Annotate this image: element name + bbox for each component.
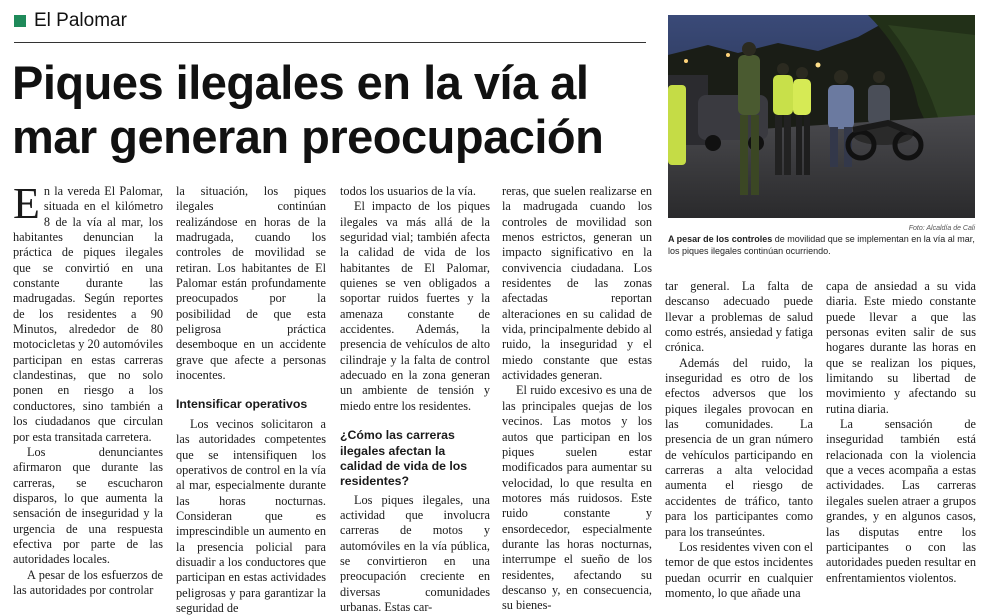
- paragraph: capa de ansiedad a su vida diaria. Este miedo constante puede llevar a que las personas eviten salir de sus hogares durante las horas en que se realizan los piques, limitando su libertad de movimiento y afectando su rutina diaria.: [826, 279, 976, 416]
- drop-cap: E: [13, 179, 40, 228]
- paragraph: Los vecinos solicitaron a las autoridades competentes que se intensifiquen los operativos de control en la vía al mar, especialmente durante las horas nocturnas. Consideran que es imprescindible un aumento en la presencia policial para disuadir a los conductores que participan en estas actividades peligrosas y para garantizar la seguridad de: [176, 416, 326, 615]
- paragraph: tar general. La falta de descanso adecuado puede llevar a problemas de salud como estrés, ansiedad y fatiga crónica.: [665, 279, 813, 355]
- article-column-2: [176, 184, 326, 616]
- paragraph: El impacto de los piques ilegales va más allá de la seguridad vial; también afecta la calidad de vida de los habitantes de El Palomar, quienes se ven obligados a soportar ruidos fuertes y la amenaza constante de accidentes. Además, la presencia de vehículos de alto cilindraje y la falta de control adecuado en la zona generan un ambiente de tensión y miedo entre los residentes.: [340, 199, 490, 413]
- paragraph: todos los usuarios de la vía.: [340, 184, 476, 198]
- section-divider: [14, 42, 646, 43]
- article-column-3: [340, 184, 490, 615]
- caption-lead: A pesar de los controles: [668, 234, 773, 244]
- paragraph: Los denunciantes afirmaron que durante las carreras, se escucharon disparos, lo que aumenta la sensación de inseguridad y la urgencia de una respuesta efectiva por parte de las autoridades locales.: [13, 444, 163, 567]
- question-subheading: ¿Cómo las carreras ilegales afectan la calidad de vida de los residentes?: [340, 428, 468, 489]
- police-checkpoint-photo: [668, 15, 975, 218]
- paragraph: reras, que suelen realizarse en la madrugada cuando los controles de movilidad son menos estrictos, generan un impacto significativo en la convivencia ciudadana. Los residentes de las zonas afectadas reportan alteraciones en su calidad de vida, principalmente debido al ruido, la inseguridad y el miedo constante que estas actividades generan.: [502, 184, 652, 383]
- paragraph: la situación, los piques ilegales continúan realizándose en horas de la madrugada, cuando los controles de movilidad se retiran. Los habitantes de El Palomar están profundamente preocupados por la posibilidad de que esta peligrosa práctica desemboque en un accidente grave que afecte a personas inocentes.: [176, 184, 326, 383]
- paragraph: Además del ruido, la inseguridad es otro de los efectos adversos que los piques ilegales provocan en las comunidades. La presencia de un gran número de vehículos participando en carreras a alta velocidad aumenta el riesgo de accidentes de tráfico, tanto para los participantes como para los transeúntes.: [665, 355, 813, 539]
- article-photo: [668, 15, 975, 218]
- headline: Piques ilegales en la vía al mar generan preocupación: [12, 56, 604, 163]
- article-column-4: [502, 184, 652, 614]
- paragraph: Los piques ilegales, una actividad que involucra carreras de motos y automóviles en la vía pública, se convirtieron en una preocupación creciente en diversas comunidades urbanas. Estas car-: [340, 492, 490, 614]
- subheading: Intensificar operativos: [176, 397, 308, 412]
- paragraph: El ruido excesivo es una de las principales quejas de los vecinos. Las motos y los autos que participan en los piques suelen estar modificados para aumentar su velocidad, lo que resulta en motores más ruidosos. Este ruido constante y ensordecedor, especialmente durante las horas nocturnas, interrumpe el sueño de los residentes, afectando su descanso y, en consecuencia, su bienes-: [502, 383, 652, 613]
- article-column-5: [665, 279, 813, 601]
- paragraph-text: n la vereda El Palomar, situada en el kilómetro 8 de la vía al mar, los habitantes denuncian la práctica de piques ilegales que se convirtió en una constante durante las madrugadas. Según reportes de los residentes a 90 Minutos, alrededor de 80 motocicletas y 20 automóviles participan en estas carreras clandestinas, que no solo ponen en riesgo a los conductores, sino también a los ciudadanos que circulan por esta transitada carretera.: [13, 184, 163, 444]
- article-column-6: [826, 279, 976, 586]
- photo-credit: Foto: Alcaldía de Cali: [908, 225, 975, 232]
- paragraph: Los residentes viven con el temor de que estos incidentes puedan ocurrir en cualquier momento, lo que añade una: [665, 539, 813, 600]
- photo-caption: [668, 234, 978, 257]
- caption-text: de movilidad que se implementan en la vía al mar, los piques ilegales continúan ocurriendo.: [668, 234, 975, 256]
- section-marker: [14, 15, 26, 27]
- paragraph: La sensación de inseguridad también está relacionada con la violencia que a veces acompaña a estas actividades. Las carreras ilegales suelen atraer a grupos grandes, y en algunos casos, las disputas entre los participantes o con las autoridades pueden resultar en enfrentamientos violentos.: [826, 417, 976, 585]
- paragraph: A pesar de los esfuerzos de las autoridades por controlar: [13, 567, 163, 597]
- section-label: El Palomar: [34, 10, 127, 31]
- paragraph: [13, 179, 163, 445]
- article-column-1: [13, 179, 163, 598]
